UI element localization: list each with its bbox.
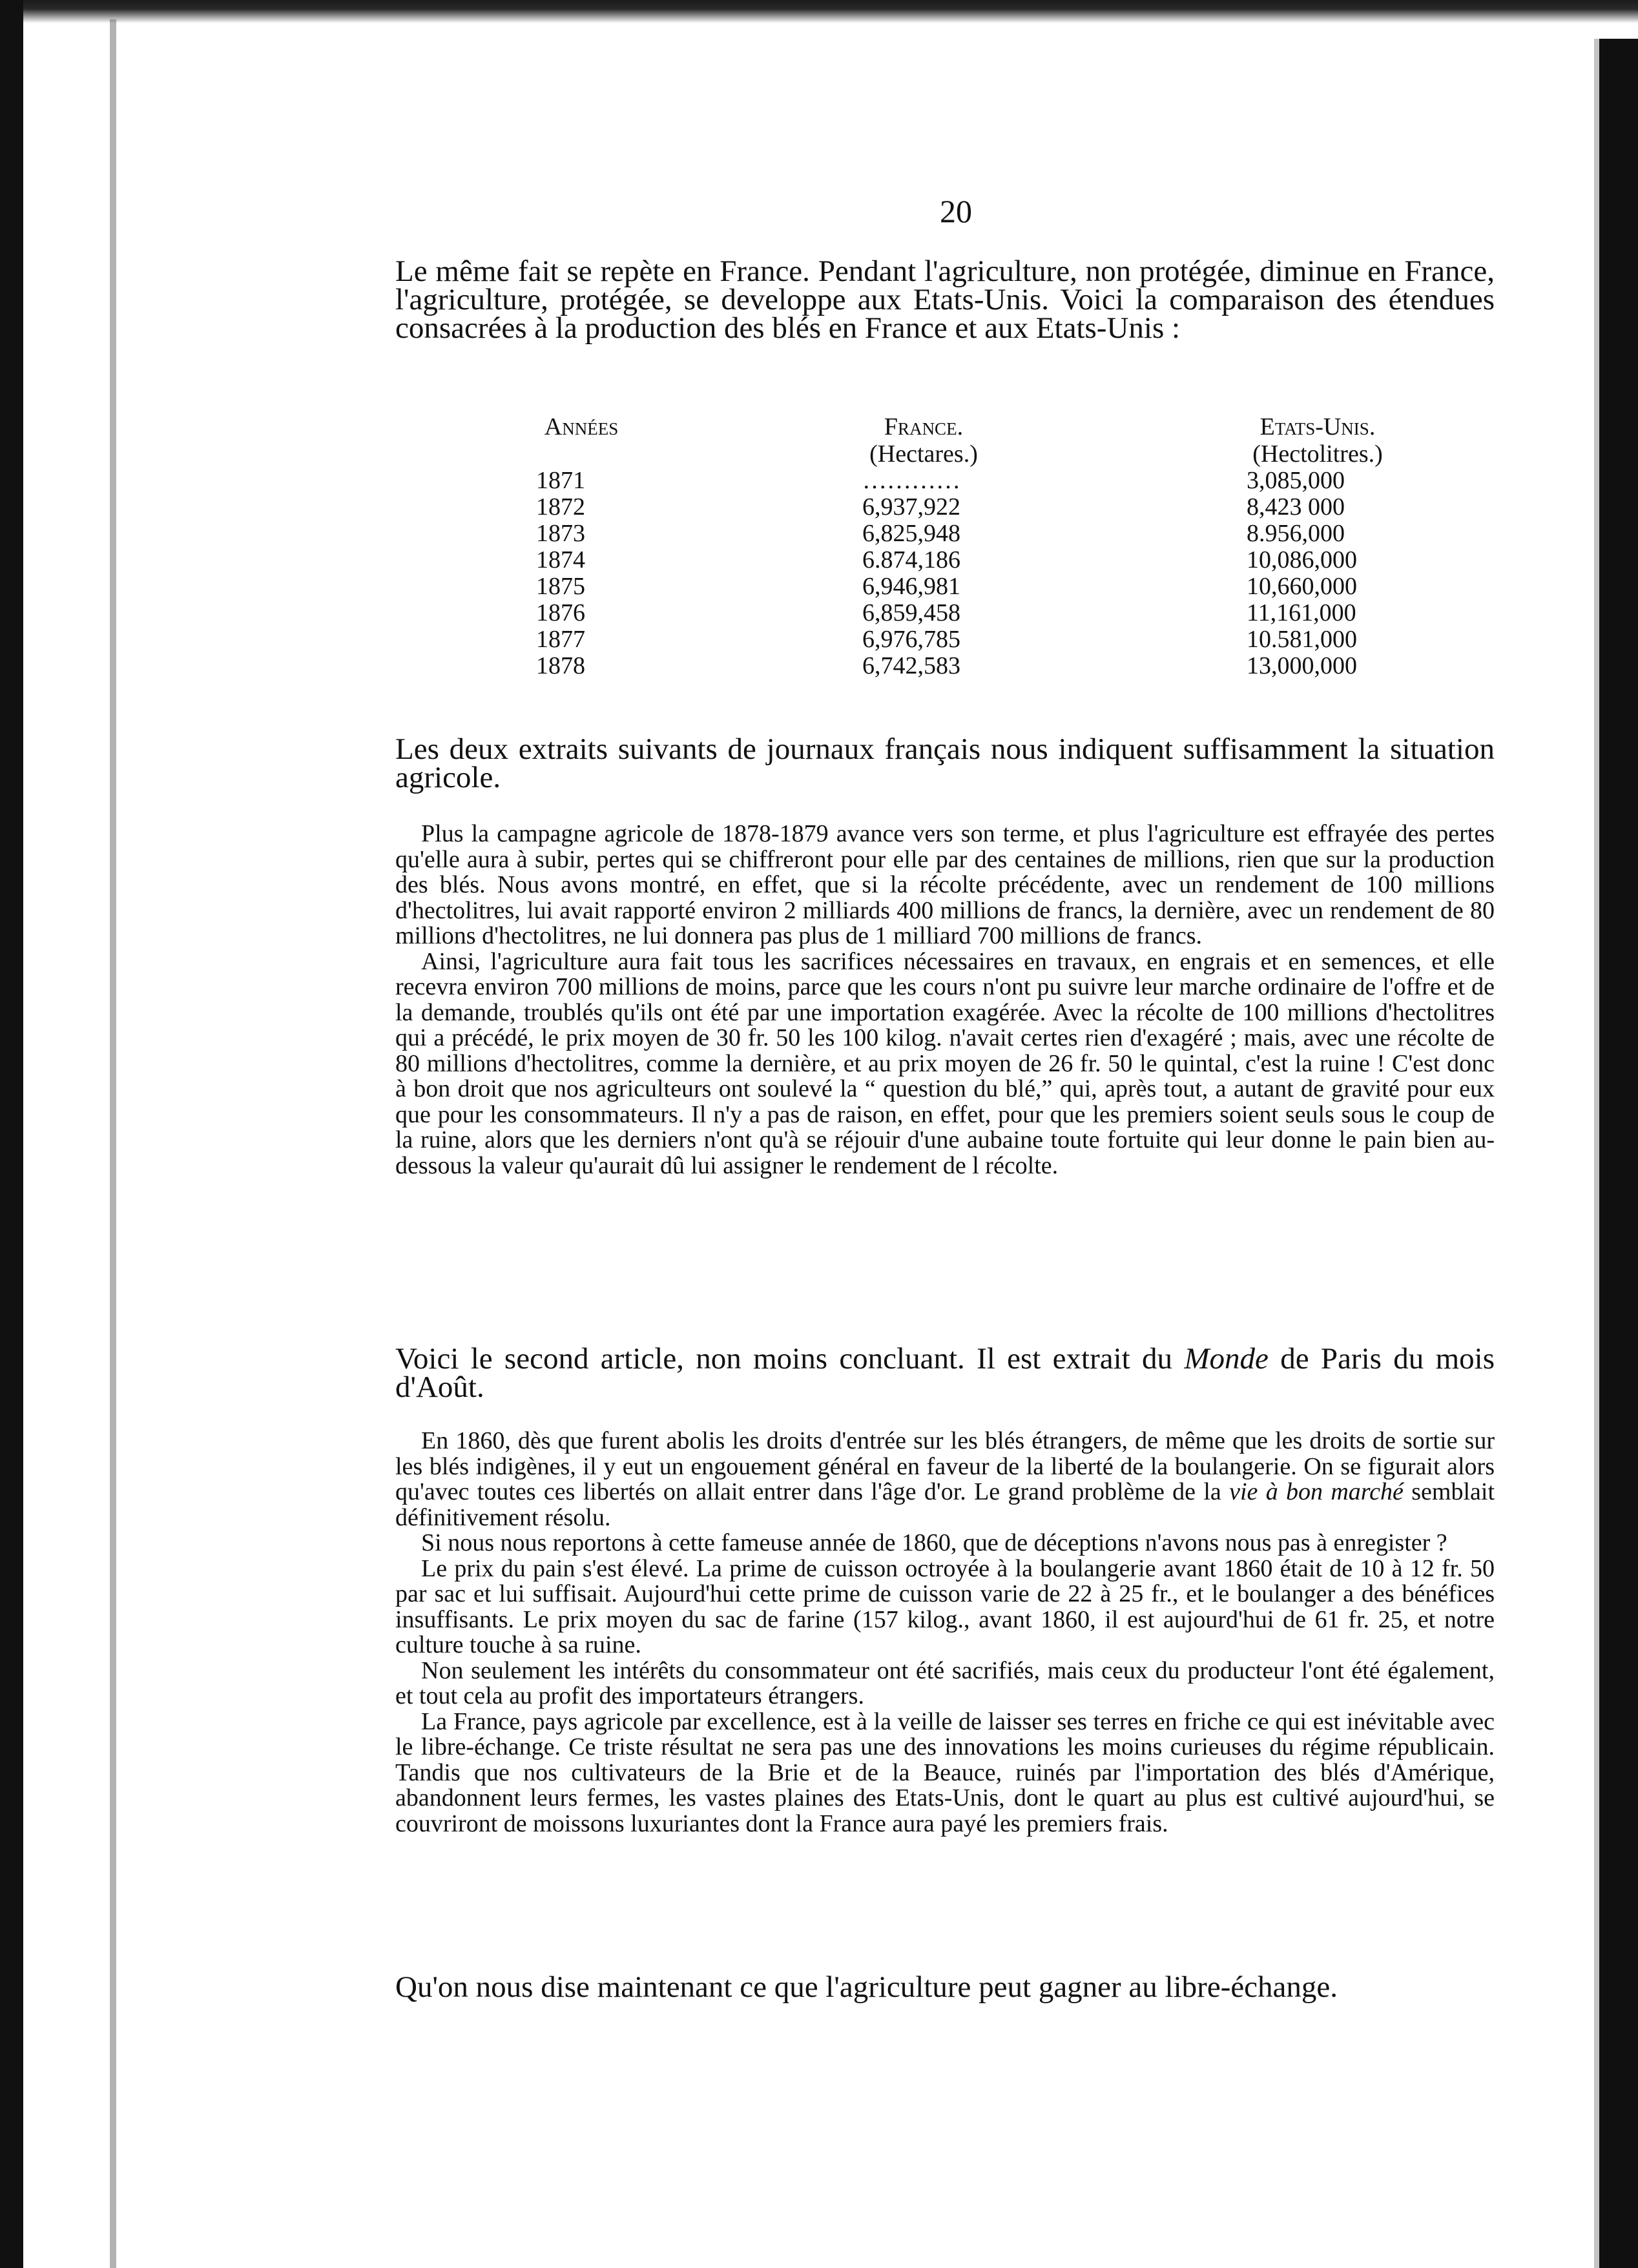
scan-top-edge [0,0,1638,23]
extract2-paragraph-3: Le prix du pain s'est élevé. La prime de cuisson octroyée à la boulangerie avant 1860 était de 10 à 12 fr. 50 par sac et lui suffisait. Aujourd'hui cette prime de cuisson varie de 22 à 25 fr., et le boulanger a des bénéfices insuffisants. Le prix moyen du sac de farine (157 kilog., avant 1860, il est aujourd'hui de 61 fr. 25, et notre culture touche à sa ruine. [395,1554,1495,1658]
extract2-p1-italic: vie à bon marché [1229,1478,1404,1505]
header-us-label: Etats-Unis. [1260,413,1376,440]
extract2-paragraph-5: La France, pays agricole par excellence, est à la veille de laisser ses terres en friche ce qui est inévitable avec le libre-échange. Ce triste résultat ne sera pas une des innovations les moins curieuses du régime républicain. Tandis que nos cultivateurs de la Brie et de la Beauce, ruinés par l'importation des blés d'Amérique, abandonnent leurs fermes, les vastes plaines des Etats-Unis, dont le quart au plus est cultivé aujourd'hui, se couvriront de moissons luxuriantes dont la France aura payé les premiers frais. [395,1707,1495,1837]
transition-paragraph-1: Les deux extraits suivants de journaux français nous indiquent suffisamment la situation agricole. [395,732,1495,794]
cell-year: 1873 [536,520,585,547]
newspaper-extract-1 [395,821,1495,1179]
header-france [827,413,1021,468]
cell-us: 8,423 000 [1247,493,1345,521]
extract2-p1-before: En 1860, dès que furent abolis les droits d'entrée sur les blés étrangers, de même que les droits de sortie sur les blés indigènes, il y eut un engouement général en faveur de la liberté de la boulangerie. On se figurait alors qu'avec toutes ces libertés on allait entrer dans l'âge d'or. Le grand problème de la [395,1427,1495,1505]
table-row [452,494,1460,521]
cell-us: 10,660,000 [1247,573,1357,600]
scan-right-edge [1599,39,1638,2268]
cell-us: 10,086,000 [1247,546,1357,573]
intro-paragraph: Le même fait se repète en France. Pendant l'agriculture, non protégée, diminue en France, l'agriculture, protégée, se developpe aux Etats-Unis. Voici la comparaison des étendues consacrées à la production des blés en France et aux Etats-Unis : [395,254,1495,345]
cell-us: 13,000,000 [1247,652,1357,679]
header-france-label: France. [884,413,964,440]
source-newspaper-title: Monde [1184,1342,1269,1376]
scan-left-edge [0,0,23,2268]
cell-year: 1874 [536,546,585,573]
cell-year: 1876 [536,599,585,626]
header-us [1201,413,1434,468]
extract2-paragraph-1 [395,1428,1495,1531]
closing-paragraph: Qu'on nous dise maintenant ce que l'agriculture peut gagner au libre-échange. [395,1970,1338,2004]
extract2-paragraph-2: Si nous nous reportons à cette fameuse année de 1860, que de déceptions n'avons nous pas à enregister ? [421,1529,1447,1556]
extract2-paragraph-4: Non seulement les intérêts du consommateur ont été sacrifiés, mais ceux du producteur l'ont été également, et tout cela au profit des importateurs étrangers. [395,1656,1495,1709]
cell-france: 6,859,458 [862,599,960,626]
cell-france: 6,742,583 [862,652,960,679]
table-row [452,521,1460,547]
cell-us: 8.956,000 [1247,520,1345,547]
cell-france: 6,946,981 [862,573,960,600]
cell-france: 6,937,922 [862,493,960,521]
extract1-paragraph-1: Plus la campagne agricole de 1878-1879 avance vers son terme, et plus l'agriculture est effrayée des pertes qu'elle aura à subir, pertes qui se chiffreront pour elle par des centaines de millions, rien que sur la production des blés. Nous avons montré, en effet, que si la récolte précédente, avec un rendement de 100 millions d'hectolitres, lui avait rapporté environ 2 milliards 400 millions de francs, la dernière, avec un rendement de 80 millions d'hectolitres, ne lui donnera pas plus de 1 milliard 700 millions de francs. [395,820,1495,949]
table-row [452,547,1460,573]
table-row [452,653,1460,679]
cell-france: 6.874,186 [862,546,960,573]
cell-year: 1871 [536,467,585,494]
transition-paragraph-2 [395,1342,1495,1404]
table-header [452,413,1460,468]
cell-france: ………… [862,467,960,494]
table-row [452,573,1460,600]
cell-us: 11,161,000 [1247,599,1356,626]
header-france-unit: (Hectares.) [869,440,978,468]
cell-year: 1878 [536,652,585,679]
cell-year: 1877 [536,626,585,653]
extract1-paragraph-2: Ainsi, l'agriculture aura fait tous les sacrifices nécessaires en travaux, en engrais et en semences, et elle recevra environ 700 millions de moins, parce que les cours n'ont pu suivre leur marche ordinaire de l'offre et de la demande, troublés qu'ils ont été par une importation exagérée. Avec la récolte de 100 millions d'hectolitres qui a précédé, le prix moyen de 30 fr. 50 les 100 kilog. n'avait certes rien d'exagéré ; mais, avec une récolte de 80 millions d'hectolitres, comme la dernière, et au prix moyen de 26 fr. 50 le quintal, c'est la ruine ! C'est donc à bon droit que nos agriculteurs ont soulevé la “ question du blé,” qui, après tout, a autant de gravité pour eux que pour les consommateurs. Il n'y a pas de raison, en effet, pour que les premiers soient seuls sous le coup de la ruine, alors que les derniers n'ont qu'à se réjouir d'une aubaine toute fortuite qui leur donne le pain bien au-dessous la valeur qu'aurait dû lui assigner le rendement de l récolte. [395,947,1495,1179]
header-us-unit: (Hectolitres.) [1252,440,1383,468]
header-years: Années [544,413,619,440]
table-row [452,468,1460,494]
cell-us: 3,085,000 [1247,467,1345,494]
table-row [452,626,1460,653]
transition2-text-after: de Paris du mois d'Août. [395,1342,1495,1404]
page-number: 20 [940,193,972,229]
scan-right-shadow [1594,39,1599,2268]
transition2-text-before: Voici le second article, non moins concluant. Il est extrait du [395,1342,1185,1376]
cell-year: 1875 [536,573,585,600]
table-row [452,600,1460,626]
cell-france: 6,976,785 [862,626,960,653]
wheat-comparison-table [452,413,1460,679]
cell-us: 10.581,000 [1247,626,1357,653]
cell-year: 1872 [536,493,585,521]
cell-france: 6,825,948 [862,520,960,547]
newspaper-extract-2 [395,1428,1495,1837]
extract2-p1-after: semblait définitivement résolu. [395,1478,1495,1531]
scan-binding-shadow [110,19,116,2268]
